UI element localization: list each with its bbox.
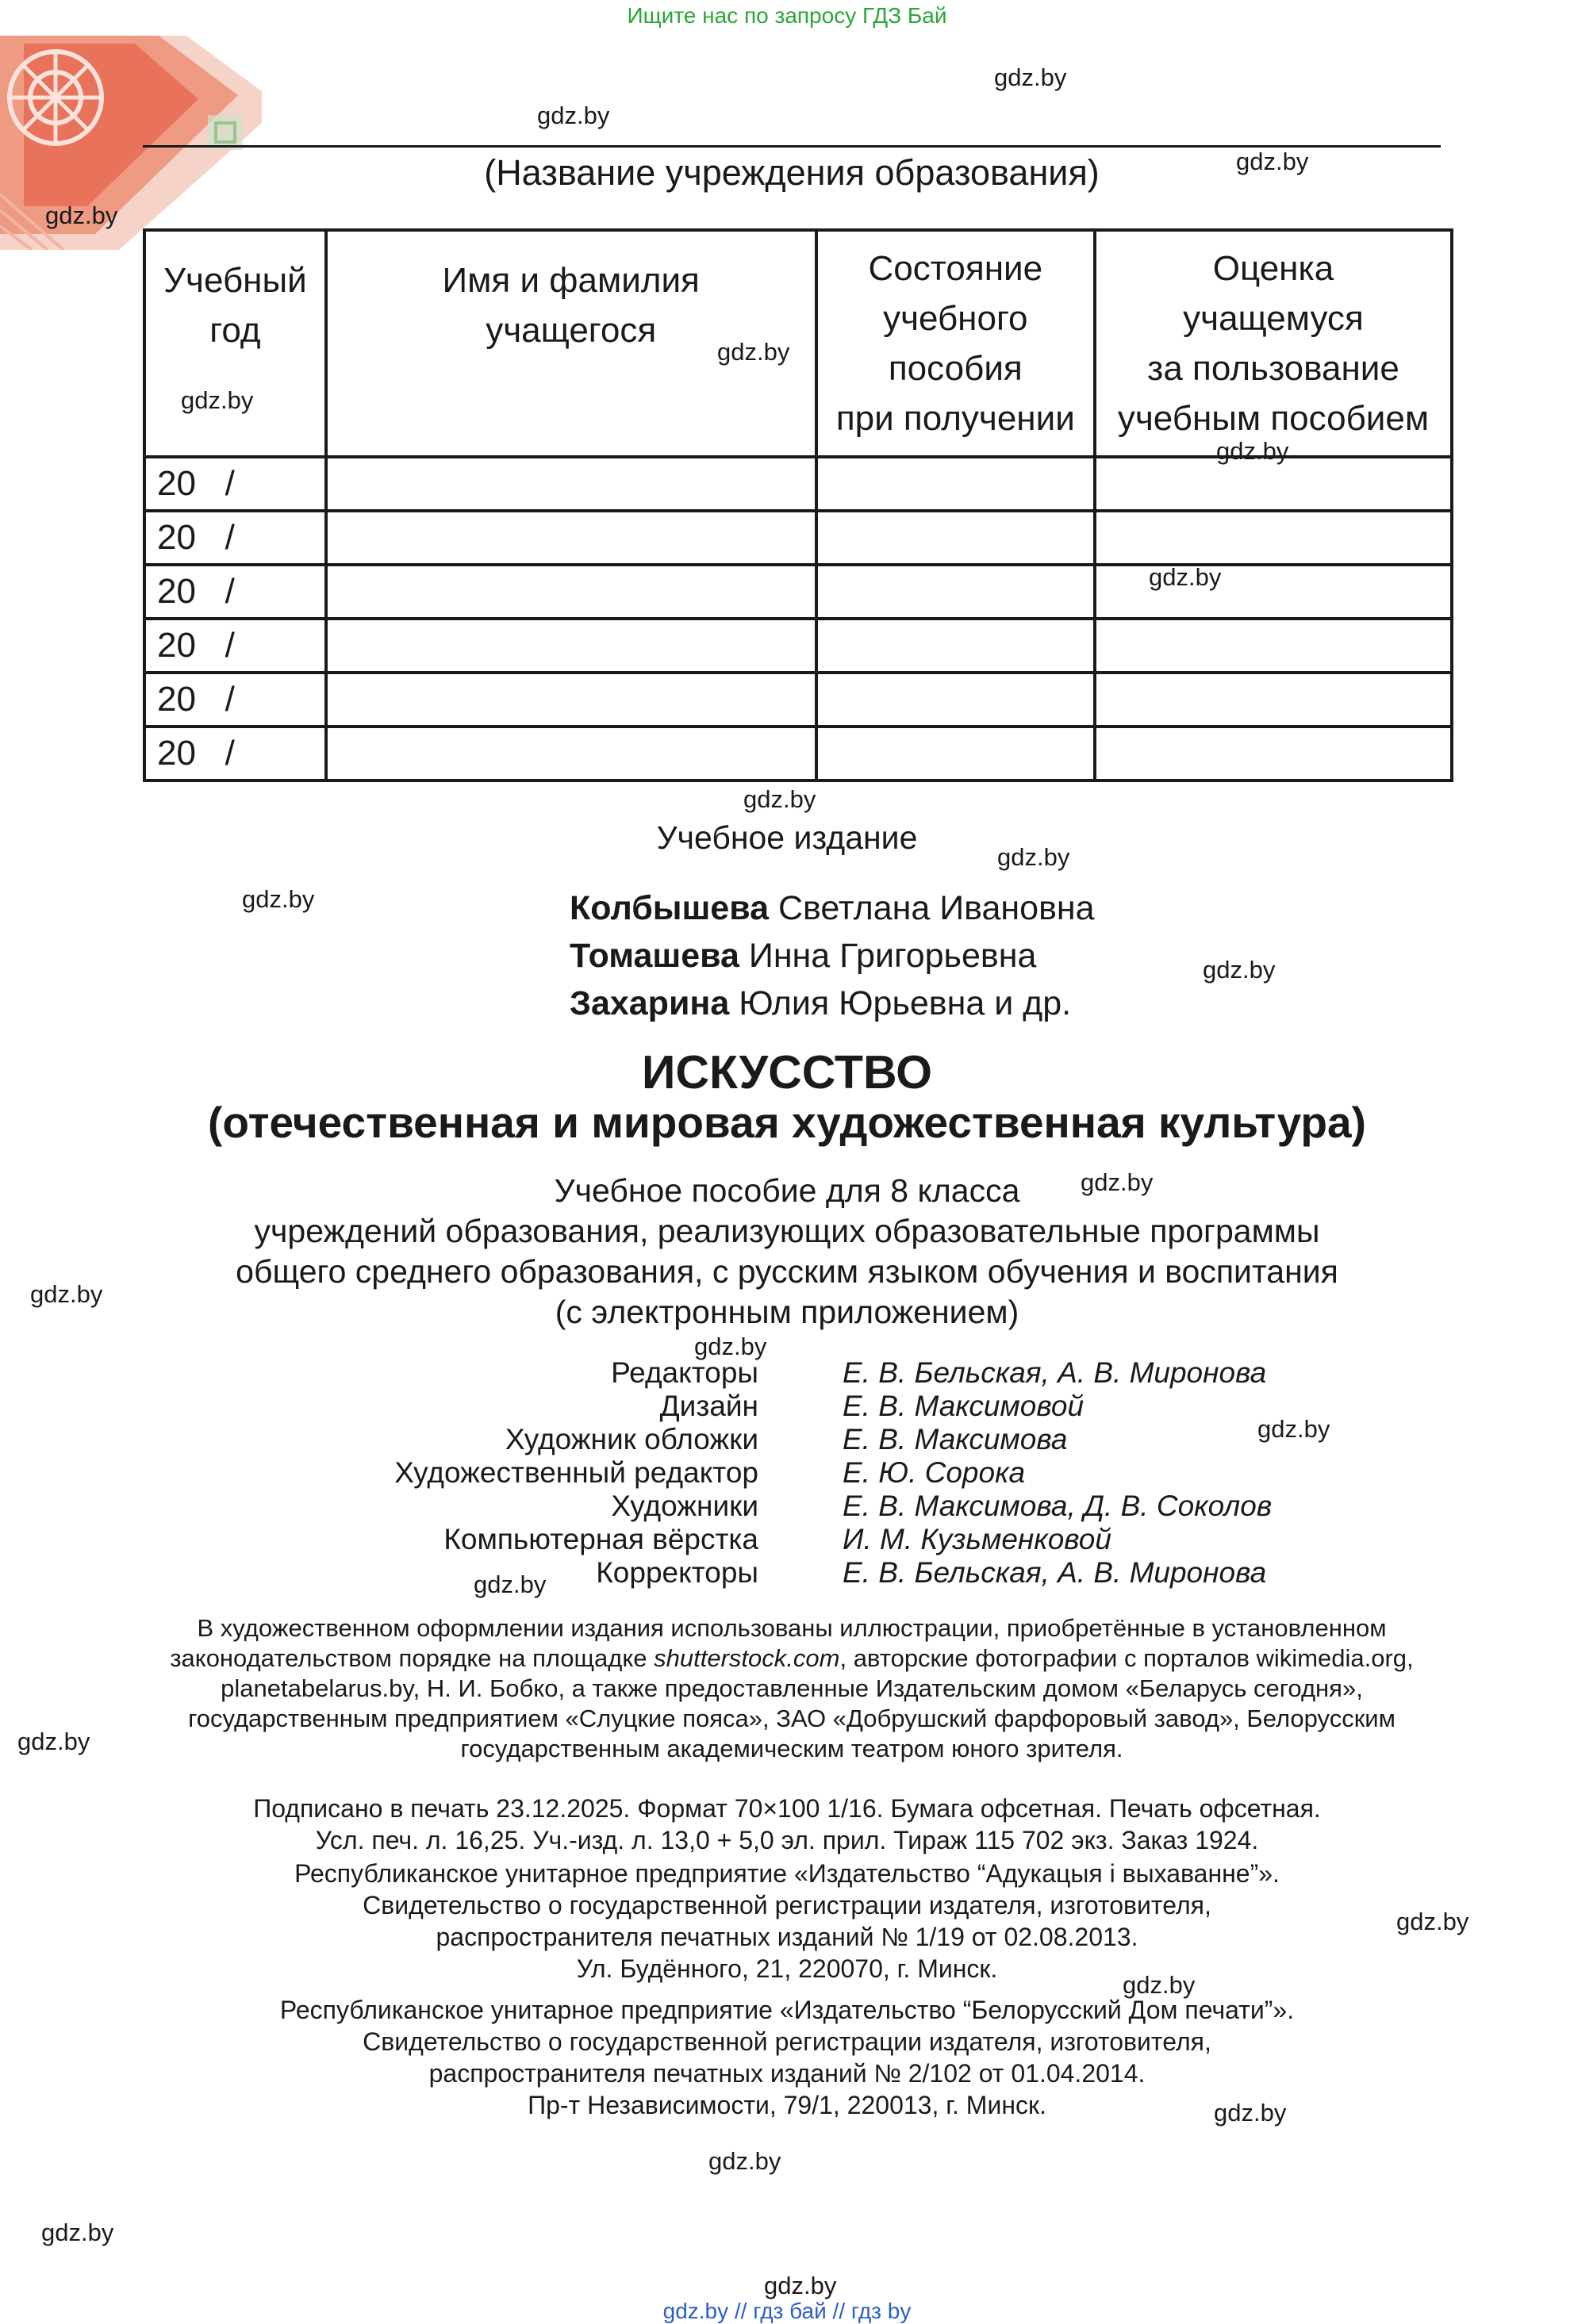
header-year-line: год bbox=[209, 311, 261, 350]
institution-caption: (Название учреждения образования) bbox=[484, 152, 1100, 193]
watermark: gdz.by bbox=[474, 1570, 547, 1598]
student-cell[interactable] bbox=[326, 619, 816, 673]
printer-block bbox=[0, 1994, 1574, 2121]
printer-line: Свидетельство о государственной регистрации издателя, изготовителя, bbox=[363, 2027, 1211, 2056]
author-surname: Томашева bbox=[570, 937, 739, 975]
watermark: gdz.by bbox=[694, 1333, 767, 1360]
watermark: gdz.by bbox=[1081, 1168, 1154, 1196]
condition-cell[interactable] bbox=[816, 619, 1095, 673]
print-info-line: Усл. печ. л. 16,25. Уч.-изд. л. 13,0 + 5,0 эл. прил. Тираж 115 702 экз. Заказ 1924. bbox=[315, 1826, 1259, 1854]
table-row bbox=[144, 511, 1452, 565]
grade-cell[interactable] bbox=[1095, 673, 1452, 727]
book-subtitle: (отечественная и мировая художественная культура) bbox=[208, 1098, 1366, 1147]
header-condition-line: при получении bbox=[835, 399, 1075, 438]
watermark: gdz.by bbox=[41, 2219, 114, 2246]
publisher-line: Ул. Будённого, 21, 220070, г. Минск. bbox=[576, 1954, 998, 1983]
edition-label: Учебное издание bbox=[656, 819, 918, 856]
description-line: (с электронным приложением) bbox=[555, 1294, 1019, 1330]
credit-name: Е. В. Максимова, Д. В. Соколов bbox=[843, 1490, 1273, 1522]
year-cell: 20 / bbox=[144, 673, 326, 727]
top-banner[interactable]: Ищите нас по запросу ГДЗ Бай bbox=[627, 3, 947, 28]
usage-register-table bbox=[143, 228, 1453, 782]
print-info bbox=[0, 1793, 1574, 1856]
printer-line: Республиканское унитарное предприятие «Издательство “Белорусский Дом печати”». bbox=[279, 1996, 1295, 2024]
watermark: gdz.by bbox=[1214, 2099, 1287, 2126]
grade-cell[interactable] bbox=[1095, 619, 1452, 673]
credit-role: Компьютерная вёрстка bbox=[443, 1523, 758, 1555]
table-row bbox=[144, 727, 1452, 780]
description-line: Учебное пособие для 8 класса bbox=[554, 1172, 1020, 1209]
watermark: gdz.by bbox=[1203, 956, 1276, 984]
header-condition bbox=[816, 230, 1095, 457]
watermark: gdz.by bbox=[994, 63, 1067, 91]
credit-role: Редакторы bbox=[611, 1356, 758, 1389]
watermark: gdz.by bbox=[1396, 1908, 1469, 1935]
header-condition-line: Состояние bbox=[868, 249, 1043, 288]
condition-cell[interactable] bbox=[816, 565, 1095, 619]
watermark: gdz.by bbox=[1257, 1415, 1330, 1443]
credit-name: Е. В. Максимовой bbox=[843, 1390, 1085, 1422]
credit-name: Е. В. Бельская, А. В. Миронова bbox=[843, 1556, 1267, 1589]
header-year-line: Учебный bbox=[163, 261, 307, 300]
author-line bbox=[570, 884, 1095, 932]
header-grade-line: за пользование bbox=[1147, 349, 1399, 388]
description-line: учреждений образования, реализующих образовательные программы bbox=[254, 1213, 1320, 1249]
watermark: gdz.by bbox=[17, 1728, 90, 1755]
year-cell: 20 / bbox=[144, 457, 326, 511]
credit-role: Художественный редактор bbox=[394, 1456, 758, 1489]
student-cell[interactable] bbox=[326, 565, 816, 619]
watermark: gdz.by bbox=[242, 885, 315, 913]
header-condition-line: пособия bbox=[888, 349, 1023, 388]
author-given-name: Юлия Юрьевна и др. bbox=[739, 984, 1072, 1022]
header-student-line: Имя и фамилия bbox=[442, 261, 700, 300]
watermark: gdz.by bbox=[717, 338, 790, 366]
illustration-credits bbox=[149, 1613, 1434, 1764]
credit-name: Е. Ю. Сорока bbox=[843, 1456, 1026, 1489]
print-info-line: Подписано в печать 23.12.2025. Формат 70×100 1/16. Бумага офсетная. Печать офсетная. bbox=[253, 1794, 1321, 1823]
header-grade-line: учебным пособием bbox=[1117, 399, 1430, 438]
author-surname: Захарина bbox=[570, 984, 730, 1022]
header-condition-line: учебного bbox=[883, 299, 1028, 338]
grade-cell[interactable] bbox=[1095, 727, 1452, 780]
watermark: gdz.by bbox=[997, 843, 1070, 871]
condition-cell[interactable] bbox=[816, 673, 1095, 727]
authors-block bbox=[570, 884, 1095, 1027]
table-row bbox=[144, 619, 1452, 673]
header-grade bbox=[1095, 230, 1452, 457]
publisher-line: Республиканское унитарное предприятие «Издательство “Адукацыя і выхаванне”». bbox=[294, 1859, 1280, 1888]
book-title: ИСКУССТВО bbox=[641, 1046, 932, 1099]
student-cell[interactable] bbox=[326, 727, 816, 780]
header-grade-line: учащемуся bbox=[1183, 299, 1364, 338]
corner-decoration bbox=[0, 36, 262, 250]
header-student-line: учащегося bbox=[486, 311, 657, 350]
header-year bbox=[144, 230, 326, 457]
year-cell: 20 / bbox=[144, 727, 326, 780]
table-header-row bbox=[144, 230, 1452, 457]
condition-cell[interactable] bbox=[816, 457, 1095, 511]
header-grade-line: Оценка bbox=[1212, 249, 1334, 288]
student-cell[interactable] bbox=[326, 457, 816, 511]
credit-name: Е. В. Максимова bbox=[843, 1423, 1068, 1455]
year-cell: 20 / bbox=[144, 565, 326, 619]
illustration-text: , авторские фотографии с порталов wikimedia.org, planetabelarus.by, Н. И. Бобко, а также предоставленные Издательским домом «Беларусь сегодня», государственным предприятием «Слуцкие пояса», ЗАО «Добрушский фарфоровый завод», Белорусским государственным академическим театром юного зрителя. bbox=[188, 1644, 1414, 1762]
illustration-site-link: shutterstock.com bbox=[654, 1644, 840, 1672]
author-given-name: Инна Григорьевна bbox=[748, 937, 1037, 975]
watermark: gdz.by bbox=[743, 785, 816, 813]
watermark: gdz.by bbox=[708, 2147, 781, 2175]
credit-role: Художник обложки bbox=[505, 1423, 758, 1455]
watermark: gdz.by bbox=[45, 201, 118, 229]
watermark: gdz.by bbox=[764, 2272, 837, 2299]
publisher-line: распространителя печатных изданий № 1/19 от 02.08.2013. bbox=[436, 1923, 1138, 1951]
watermark: gdz.by bbox=[30, 1280, 103, 1308]
watermark: gdz.by bbox=[1123, 1971, 1196, 1999]
year-cell: 20 / bbox=[144, 511, 326, 565]
watermark: gdz.by bbox=[537, 102, 610, 129]
author-line bbox=[570, 932, 1095, 980]
grade-cell[interactable] bbox=[1095, 511, 1452, 565]
credit-role: Корректоры bbox=[596, 1556, 758, 1589]
credit-name: Е. В. Бельская, А. В. Миронова bbox=[843, 1356, 1267, 1389]
table-row bbox=[144, 673, 1452, 727]
author-given-name: Светлана Ивановна bbox=[777, 889, 1095, 927]
author-surname: Колбышева bbox=[570, 889, 770, 927]
credit-name: И. М. Кузьменковой bbox=[843, 1523, 1111, 1555]
description-line: общего среднего образования, с русским языком обучения и воспитания bbox=[236, 1253, 1338, 1290]
printer-line: распространителя печатных изданий № 2/102 от 01.04.2014. bbox=[428, 2059, 1146, 2088]
watermark: gdz.by bbox=[1236, 148, 1309, 175]
publisher-block bbox=[0, 1858, 1574, 1985]
credit-role: Дизайн bbox=[659, 1390, 758, 1422]
author-line bbox=[570, 980, 1095, 1027]
illustration-text: В художественном оформлении издания использованы иллюстрации, приобретённые в установленном законодательством порядке на площадке bbox=[170, 1614, 1387, 1672]
condition-cell[interactable] bbox=[816, 511, 1095, 565]
watermark: gdz.by bbox=[1149, 563, 1222, 591]
table-row bbox=[144, 565, 1452, 619]
student-cell[interactable] bbox=[326, 673, 816, 727]
watermark: gdz.by bbox=[1216, 437, 1289, 465]
year-cell: 20 / bbox=[144, 619, 326, 673]
credit-role: Художники bbox=[611, 1490, 758, 1522]
publisher-line: Свидетельство о государственной регистрации издателя, изготовителя, bbox=[363, 1891, 1211, 1919]
student-cell[interactable] bbox=[326, 511, 816, 565]
printer-line: Пр-т Независимости, 79/1, 220013, г. Минск. bbox=[528, 2091, 1046, 2119]
condition-cell[interactable] bbox=[816, 727, 1095, 780]
watermark: gdz.by bbox=[181, 386, 254, 414]
bottom-banner[interactable]: gdz.by // гдз бай // гдз by bbox=[662, 2299, 912, 2323]
